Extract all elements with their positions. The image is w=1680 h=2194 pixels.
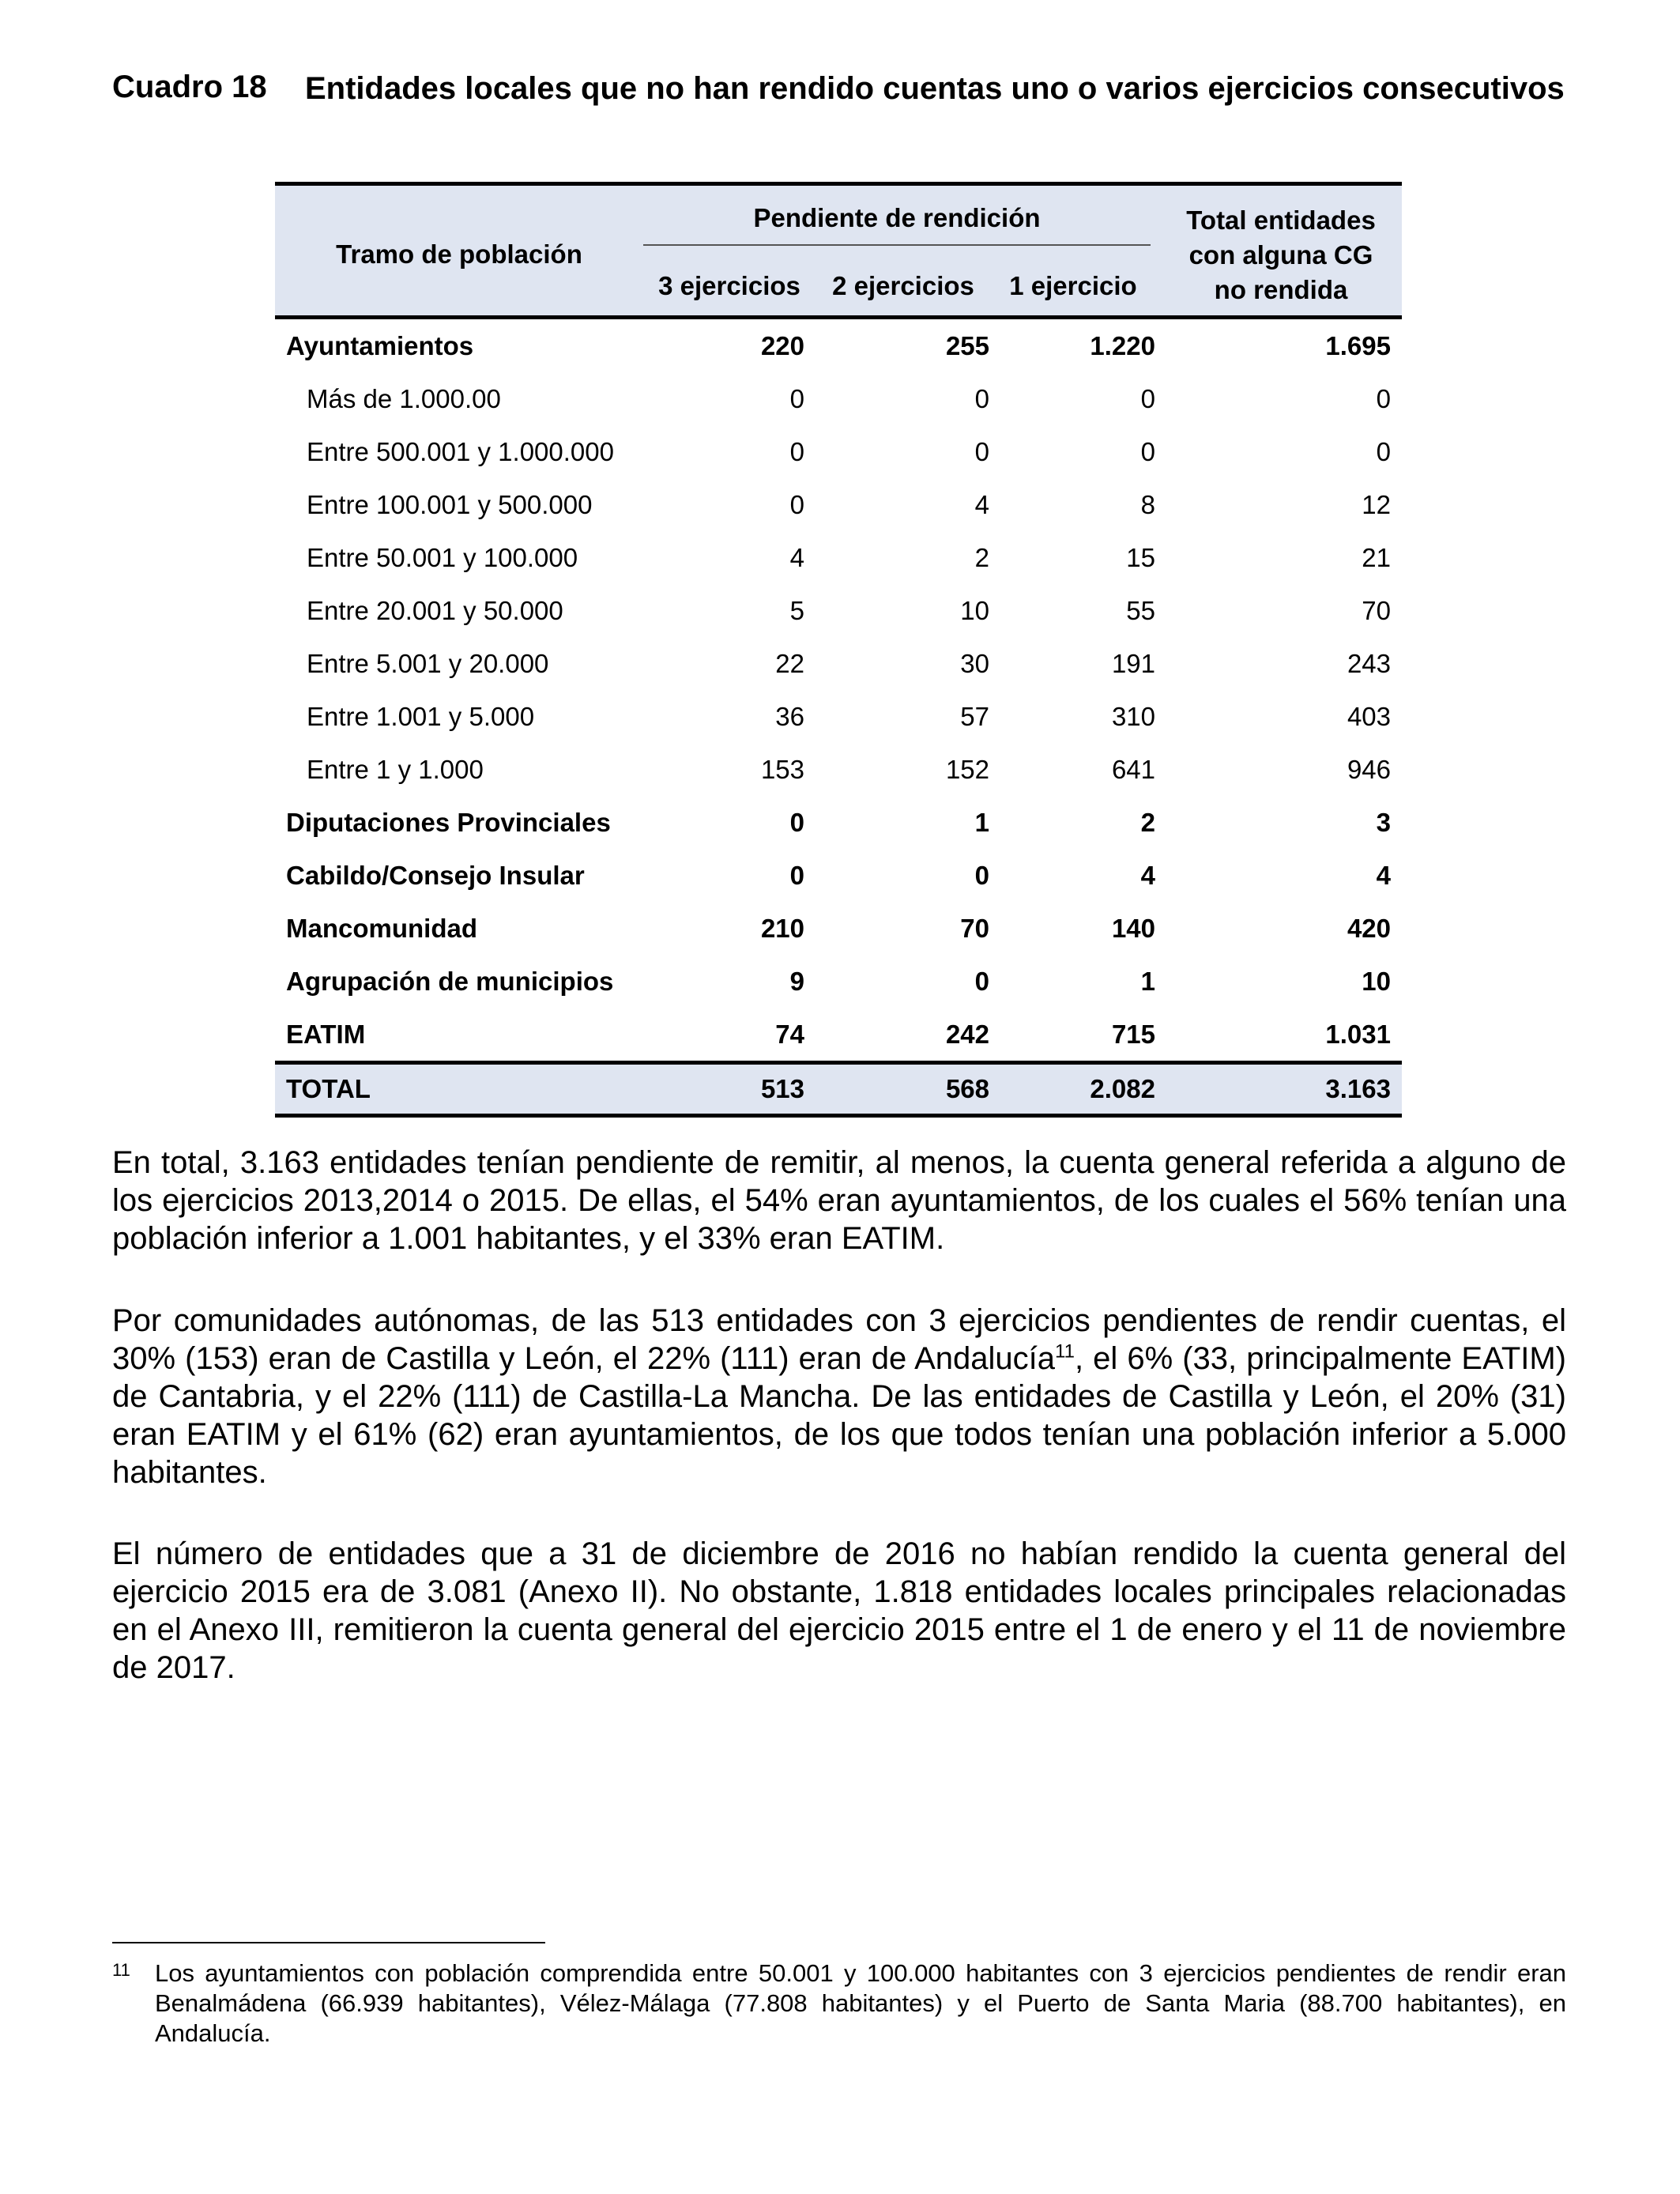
table-title: Entidades locales que no han rendido cuentas uno o varios ejercicios consecutivos (305, 71, 1565, 106)
cell-3-ejercicios: 0 (789, 808, 804, 837)
cell-1-ejercicio: 0 (1140, 384, 1155, 413)
cell-total: 1.031 (1325, 1020, 1391, 1049)
table-body (275, 319, 1402, 1118)
header-total (1160, 203, 1402, 307)
cell-total: 946 (1347, 755, 1391, 784)
row-label: Más de 1.000.00 (307, 384, 501, 413)
header-total-line3: no rendida (1214, 275, 1348, 304)
cell-2-ejercicios: 4 (974, 490, 989, 519)
cell-total: 403 (1347, 702, 1391, 731)
row-label: Entre 5.001 y 20.000 (307, 649, 549, 678)
row-label: Entre 1 y 1.000 (307, 755, 484, 784)
cell-3-ejercicios: 9 (789, 967, 804, 996)
cell-total: 420 (1347, 914, 1391, 943)
cell-2-ejercicios: 1 (974, 808, 989, 837)
footnote-number: 11 (112, 1960, 130, 1980)
cell-2-ejercicios: 152 (945, 755, 989, 784)
cell-3-ejercicios: 0 (789, 861, 804, 890)
table-row (275, 637, 1402, 690)
cell-2-ejercicios: 242 (945, 1020, 989, 1049)
cell-2-ejercicios: 30 (960, 649, 989, 678)
cell-3-ejercicios: 74 (775, 1020, 804, 1049)
cell-1-ejercicio: 191 (1111, 649, 1155, 678)
cell-1-ejercicio: 1 (1140, 967, 1155, 996)
row-label: Diputaciones Provinciales (286, 808, 611, 837)
cell-total: 12 (1362, 490, 1391, 519)
header-pendiente: Pendiente de rendición (753, 203, 1041, 232)
footnote-divider (112, 1942, 545, 1943)
cell-1-ejercicio: 0 (1140, 437, 1155, 466)
row-label: Entre 1.001 y 5.000 (307, 702, 535, 731)
cell-total: 243 (1347, 649, 1391, 678)
header-total-line1: Total entidades (1186, 205, 1376, 235)
header-tramo: Tramo de población (336, 239, 582, 269)
cell-total: 21 (1362, 543, 1391, 572)
table-row (275, 955, 1402, 1008)
cell-1-ejercicio: 4 (1140, 861, 1155, 890)
cell-2-ejercicios: 2 (974, 543, 989, 572)
cell-2-ejercicios: 10 (960, 596, 989, 625)
row-label: Entre 50.001 y 100.000 (307, 543, 578, 572)
cell-3-ejercicios: 0 (789, 437, 804, 466)
cell-2-ejercicios: 0 (974, 861, 989, 890)
table-row (275, 531, 1402, 584)
cell-1-ejercicio: 15 (1126, 543, 1155, 572)
cell-3-ejercicios: 22 (775, 649, 804, 678)
row-label: Cabildo/Consejo Insular (286, 861, 585, 890)
footnote-text: Los ayuntamientos con población comprendida entre 50.001 y 100.000 habitantes con 3 ejercicios pendientes de rendir eran Benalmádena (66.939 habitantes), Vélez-Málaga (77.808 habitantes) y el Puerto de Santa Maria (88.700 habitantes), en Andalucía. (155, 1959, 1566, 2047)
total-1-ejercicio: 2.082 (1090, 1074, 1155, 1103)
cell-1-ejercicio: 2 (1140, 808, 1155, 837)
paragraph-2-part-2: , el 6% (33, principalmente EATIM) de Cantabria, y el 22% (111) de Castilla-La Mancha. De las entidades de Castilla y León, el 20% (31) eran EATIM y el 61% (62) eran ayuntamientos, de los que todos tenían una población inferior a 5.000 habitantes. (112, 1341, 1567, 1490)
total-entidades: 3.163 (1325, 1074, 1391, 1103)
cell-total: 4 (1376, 861, 1391, 890)
cell-total: 3 (1376, 808, 1391, 837)
cell-1-ejercicio: 1.220 (1090, 331, 1155, 360)
cell-3-ejercicios: 36 (775, 702, 804, 731)
footnote (112, 1958, 1566, 2049)
table-row (275, 849, 1402, 902)
cell-1-ejercicio: 55 (1126, 596, 1155, 625)
cell-1-ejercicio: 8 (1140, 490, 1155, 519)
cell-3-ejercicios: 220 (760, 331, 804, 360)
row-label: Entre 20.001 y 50.000 (307, 596, 563, 625)
row-label: Mancomunidad (286, 914, 478, 943)
cell-total: 10 (1362, 967, 1391, 996)
table-header (275, 182, 1402, 319)
row-label: Ayuntamientos (286, 331, 474, 360)
table-row (275, 743, 1402, 796)
cell-3-ejercicios: 0 (789, 490, 804, 519)
paragraph-3: El número de entidades que a 31 de diciembre de 2016 no habían rendido la cuenta general del ejercicio 2015 era de 3.081 (Anexo II). No obstante, 1.818 entidades locales principales relacionadas en el Anexo III, remitieron la cuenta general del ejercicio 2015 entre el 1 de enero y el 11 de noviembre de 2017. (112, 1536, 1566, 1685)
row-label: EATIM (286, 1020, 366, 1049)
total-label: TOTAL (286, 1074, 371, 1103)
cell-2-ejercicios: 255 (945, 331, 989, 360)
cell-1-ejercicio: 641 (1111, 755, 1155, 784)
cell-2-ejercicios: 57 (960, 702, 989, 731)
cell-1-ejercicio: 715 (1111, 1020, 1155, 1049)
table-row (275, 372, 1402, 425)
paragraph-2 (112, 1302, 1566, 1491)
table-row (275, 425, 1402, 478)
paragraph-2-part-1: Por comunidades autónomas, de las 513 entidades con 3 ejercicios pendientes de rendir cuentas, el 30% (153) eran de Castilla y León, el 22% (111) eran de Andalucía (112, 1303, 1566, 1376)
table-number: Cuadro 18 (112, 70, 267, 104)
cell-2-ejercicios: 70 (960, 914, 989, 943)
cell-2-ejercicios: 0 (974, 384, 989, 413)
table-row (275, 796, 1402, 849)
row-label: Entre 500.001 y 1.000.000 (307, 437, 614, 466)
total-row (275, 1061, 1402, 1118)
cell-1-ejercicio: 310 (1111, 702, 1155, 731)
cell-3-ejercicios: 153 (760, 755, 804, 784)
cell-3-ejercicios: 5 (789, 596, 804, 625)
table-row (275, 584, 1402, 637)
header-col-2-ejercicios: 2 ejercicios (832, 271, 974, 300)
cell-3-ejercicios: 210 (760, 914, 804, 943)
table-row (275, 902, 1402, 955)
table-row (275, 690, 1402, 743)
cell-total: 1.695 (1325, 331, 1391, 360)
table-row (275, 319, 1402, 372)
header-total-line2: con alguna CG (1188, 240, 1373, 270)
cell-2-ejercicios: 0 (974, 967, 989, 996)
total-3-ejercicios: 513 (760, 1074, 804, 1103)
total-2-ejercicios: 568 (945, 1074, 989, 1103)
cell-3-ejercicios: 4 (789, 543, 804, 572)
footnote-ref[interactable]: 11 (1055, 1340, 1075, 1363)
table-row (275, 478, 1402, 531)
data-table (275, 182, 1402, 1118)
table-row (275, 1008, 1402, 1061)
cell-1-ejercicio: 140 (1111, 914, 1155, 943)
header-divider (643, 244, 1151, 246)
header-col-1-ejercicio: 1 ejercicio (1009, 271, 1137, 300)
cell-2-ejercicios: 0 (974, 437, 989, 466)
cell-total: 70 (1362, 596, 1391, 625)
cell-total: 0 (1376, 384, 1391, 413)
header-col-3-ejercicios: 3 ejercicios (658, 271, 800, 300)
cell-total: 0 (1376, 437, 1391, 466)
row-label: Entre 100.001 y 500.000 (307, 490, 593, 519)
row-label: Agrupación de municipios (286, 967, 614, 996)
paragraph-1: En total, 3.163 entidades tenían pendiente de remitir, al menos, la cuenta general referida a alguno de los ejercicios 2013,2014 o 2015. De ellas, el 54% eran ayuntamientos, de los cuales el 56% tenían una población inferior a 1.001 habitantes, y el 33% eran EATIM. (112, 1145, 1566, 1256)
cell-3-ejercicios: 0 (789, 384, 804, 413)
